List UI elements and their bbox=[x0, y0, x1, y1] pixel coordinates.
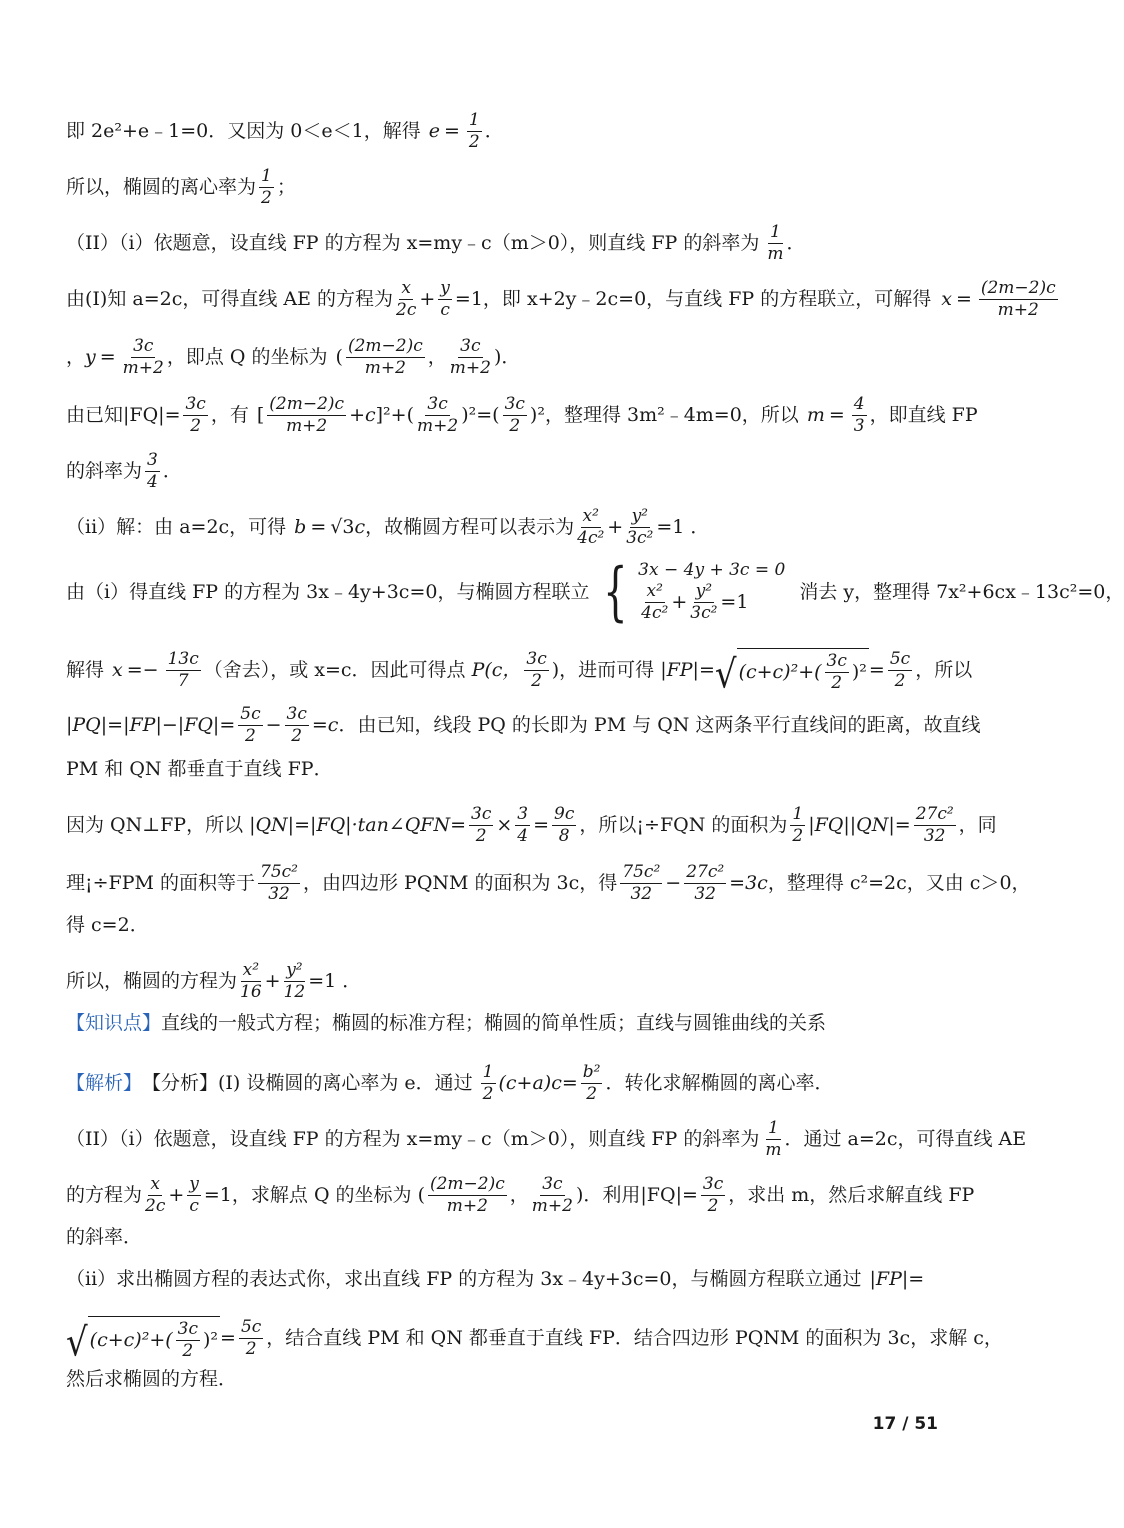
text-line: 因为 QN⊥FP，所以 |QN|=|FQ|·tan∠QFN= $\frac{3c}{2}$ × $\frac{3}{4}$ = $\frac{9c}{8}$ ，所以¡÷FQN 的面积为 $\frac{1}{2}$ |FQ||QN|= $\frac{\text{27c²}}{32}$ ，同 bbox=[66, 804, 997, 846]
text-line: 的方程为 $\frac{x}{2c}$ + $\frac{y}{c}$ =1 ，求解点 Q 的坐标为 ( $\frac{(2m-2)c}{m+2}$ ， $\frac{3c}{m+2}$ ) ．利用|FQ|= $\frac{3c}{2}$ ，求出 m，然后求解直线 FP bbox=[66, 1174, 975, 1216]
text: ．利用|FQ|= bbox=[583, 1184, 698, 1206]
text: ，同 bbox=[958, 814, 997, 836]
text: （ii）求出椭圆方程的表达式你，求出直线 FP 的方程为 3x﹣4y+3c=0，与椭圆方程联立通过 bbox=[66, 1268, 862, 1290]
text: ，故椭圆方程可以表示为 bbox=[365, 516, 575, 538]
text: 【分析】(I) 设椭圆的离心率为 e．通过 bbox=[142, 1072, 473, 1094]
text: 因为 QN⊥FP，所以 bbox=[66, 814, 244, 836]
text-line: （II）（i）依题意，设直线 FP 的方程为 x=my﹣c（m＞0），则直线 FP 的斜率为 $\frac{1}{m}$ ．通过 a=2c，可得直线 AE bbox=[66, 1118, 1027, 1160]
text-line bbox=[66, 1228, 1020, 1247]
page-number: 17 / 51 bbox=[872, 1414, 938, 1434]
text-line: 所以，椭圆的方程为 $\frac{\text{x²}}{16}$ + $\frac{\text{y²}}{12}$ =1 ． bbox=[66, 960, 362, 1002]
text: （II）（i）依题意，设直线 FP 的方程为 x=my﹣c（m＞0），则直线 FP 的斜率为 bbox=[66, 232, 760, 254]
text: ，即点 Q 的坐标为 bbox=[166, 346, 328, 368]
text: （II）（i）依题意，设直线 FP 的方程为 x=my﹣c（m＞0），则直线 FP 的斜率为 bbox=[66, 1128, 760, 1150]
text: 理¡÷FPM 的面积等于 bbox=[66, 872, 256, 894]
text: ，求解点 Q 的坐标为 bbox=[231, 1184, 412, 1206]
text: 解得 bbox=[66, 658, 105, 681]
text: ，求出 m，然后求解直线 FP bbox=[728, 1184, 975, 1206]
text-line: （ii）求出椭圆方程的表达式你，求出直线 FP 的方程为 3x﹣4y+3c=0，与椭圆方程联立通过 |FP|= bbox=[66, 1268, 925, 1290]
text: ，所以 bbox=[915, 658, 973, 681]
text-line: 即 2e²+e﹣1=0．又因为 0＜e＜1，解得 e = $\frac{1}{2}$ ． bbox=[66, 110, 504, 152]
text-line: 由(I)知 a=2c，可得直线 AE 的方程为 $\frac{x}{2c}$ + $\frac{y}{c}$ =1 ，即 x+2y﹣2c=0，与直线 FP 的方程联立，可解得 x = $\frac{(2m-2)c}{m+2}$ bbox=[66, 278, 1056, 320]
text-line: 所以，椭圆的离心率为 $\frac{1}{2}$ ； bbox=[66, 166, 296, 208]
text: ．转化求解椭圆的离心率． bbox=[605, 1072, 834, 1094]
text: 由已知|FQ|= bbox=[66, 404, 181, 426]
text: 的斜率． bbox=[66, 1226, 143, 1248]
text: 消去 y，整理得 7x²+6cx﹣13c²=0， bbox=[799, 580, 1124, 603]
text: （舍去），或 x=c．因此可得点 bbox=[203, 658, 466, 681]
text-line bbox=[66, 760, 1020, 779]
text-line bbox=[66, 1370, 1020, 1389]
text: 的斜率为 bbox=[66, 460, 143, 482]
text-line: 由（i）得直线 FP 的方程为 3x﹣4y+3c=0，与椭圆方程联立 { 3x − 4y + 3c = 0 $\frac{\text{x²}}{\text{4c²}}$ + $\frac{\text{y²}}{\text{3c²}}$ =1 消去 y，整理得 7x²+6cx﹣13c²=0， bbox=[66, 555, 1124, 629]
text: ，整理得 c²=2c，又由 c＞0， bbox=[767, 872, 1031, 894]
text: 即 2e²+e﹣1=0．又因为 0＜e＜1，解得 bbox=[66, 120, 421, 142]
text-line: 解得 x =− $\frac{13c}{7}$ （舍去），或 x=c．因此可得点 P(c， $\frac{3c}{2}$ ) ，进而可得 |FP|= √ (c+c)²+( $\frac{3c}{2}$ )² = $\frac{5c}{2}$ ，所以 bbox=[66, 648, 973, 698]
text: ，整理得 3m²﹣4m=0，所以 bbox=[544, 404, 799, 426]
text-line: 由已知|FQ|= $\frac{3c}{2}$ ，有 [ $\frac{(2m-2)c}{m+2}$ +c ]²+( $\frac{3c}{m+2}$ )²=( $\frac{3c}{2}$ )² ，整理得 3m²﹣4m=0，所以 m = $\frac{4}{3}$ ，即直线 FP bbox=[66, 394, 978, 436]
text: 的方程为 bbox=[66, 1184, 143, 1206]
text-line: 【解析】 【分析】(I) 设椭圆的离心率为 e．通过 $\frac{1}{2}$ (c+a)c= $\frac{\text{b²}}{2}$ ．转化求解椭圆的离心率． bbox=[66, 1062, 834, 1104]
knowledge-tag: 【知识点】 bbox=[66, 1012, 162, 1034]
text-line bbox=[66, 1014, 1020, 1033]
text-line: |PQ|=|FP|−|FQ|= $\frac{5c}{2}$ − $\frac{3c}{2}$ =c ．由已知，线段 PQ 的长即为 PM 与 QN 这两条平行直线间的距离，故直线 bbox=[66, 704, 981, 746]
text: ．通过 a=2c，可得直线 AE bbox=[784, 1128, 1027, 1150]
text: ，即直线 FP bbox=[869, 404, 978, 426]
text: 然后求椭圆的方程． bbox=[66, 1368, 238, 1390]
text: 由（i）得直线 FP 的方程为 3x﹣4y+3c=0，与椭圆方程联立 bbox=[66, 580, 590, 603]
text-line: （II）（i）依题意，设直线 FP 的方程为 x=my﹣c（m＞0），则直线 FP 的斜率为 $\frac{1}{m}$ ． bbox=[66, 222, 806, 264]
text: 直线的一般式方程；椭圆的标准方程；椭圆的简单性质；直线与圆锥曲线的关系 bbox=[161, 1012, 827, 1034]
text: ，结合直线 PM 和 QN 都垂直于直线 FP．结合四边形 PQNM 的面积为 3c，求解 c， bbox=[266, 1326, 1003, 1349]
text: 所以，椭圆的方程为 bbox=[66, 970, 238, 992]
analysis-tag: 【解析】 bbox=[66, 1072, 143, 1094]
text-line: 理¡÷FPM 的面积等于 $\frac{\text{75c²}}{32}$ ，由四边形 PQNM 的面积为 3c，得 $\frac{\text{75c²}}{32}$ − $\frac{\text{27c²}}{32}$ =3c ，整理得 c²=2c，又由 c＞0， bbox=[66, 862, 1031, 904]
text: ，由四边形 PQNM 的面积为 3c，得 bbox=[303, 872, 618, 894]
text-line: ， y = $\frac{3c}{m+2}$ ，即点 Q 的坐标为 ( $\frac{(2m-2)c}{m+2}$ ， $\frac{3c}{m+2}$ )． bbox=[66, 336, 521, 378]
text-line: √ (c+c)²+( $\frac{3c}{2}$ )² = $\frac{5c}{2}$ ，结合直线 PM 和 QN 都垂直于直线 FP．结合四边形 PQNM 的面积为 3c，求解 c， bbox=[66, 1316, 1003, 1366]
text: ，进而可得 bbox=[559, 658, 655, 681]
text-line bbox=[66, 916, 1020, 935]
text: 所以，椭圆的离心率为 bbox=[66, 176, 257, 198]
text: ，即 x+2y﹣2c=0，与直线 FP 的方程联立，可解得 bbox=[482, 288, 932, 310]
text: 由(I)知 a=2c，可得直线 AE 的方程为 bbox=[66, 288, 394, 310]
text-line: 的斜率为 $\frac{3}{4}$ ． bbox=[66, 450, 182, 492]
text: 得 c=2． bbox=[66, 914, 149, 936]
text: （ii）解：由 a=2c，可得 bbox=[66, 516, 287, 538]
text: ．由已知，线段 PQ 的长即为 PM 与 QN 这两条平行直线间的距离，故直线 bbox=[338, 714, 981, 736]
text: ，有 bbox=[210, 404, 249, 426]
text: PM 和 QN 都垂直于直线 FP． bbox=[66, 758, 333, 780]
text-line: （ii）解：由 a=2c，可得 b = √3 c ，故椭圆方程可以表示为 $\frac{\text{x²}}{\text{4c²}}$ + $\frac{\text{y²}}{\text{3c²}}$ =1 ． bbox=[66, 506, 710, 548]
text: ，所以¡÷FQN 的面积为 bbox=[579, 814, 788, 836]
